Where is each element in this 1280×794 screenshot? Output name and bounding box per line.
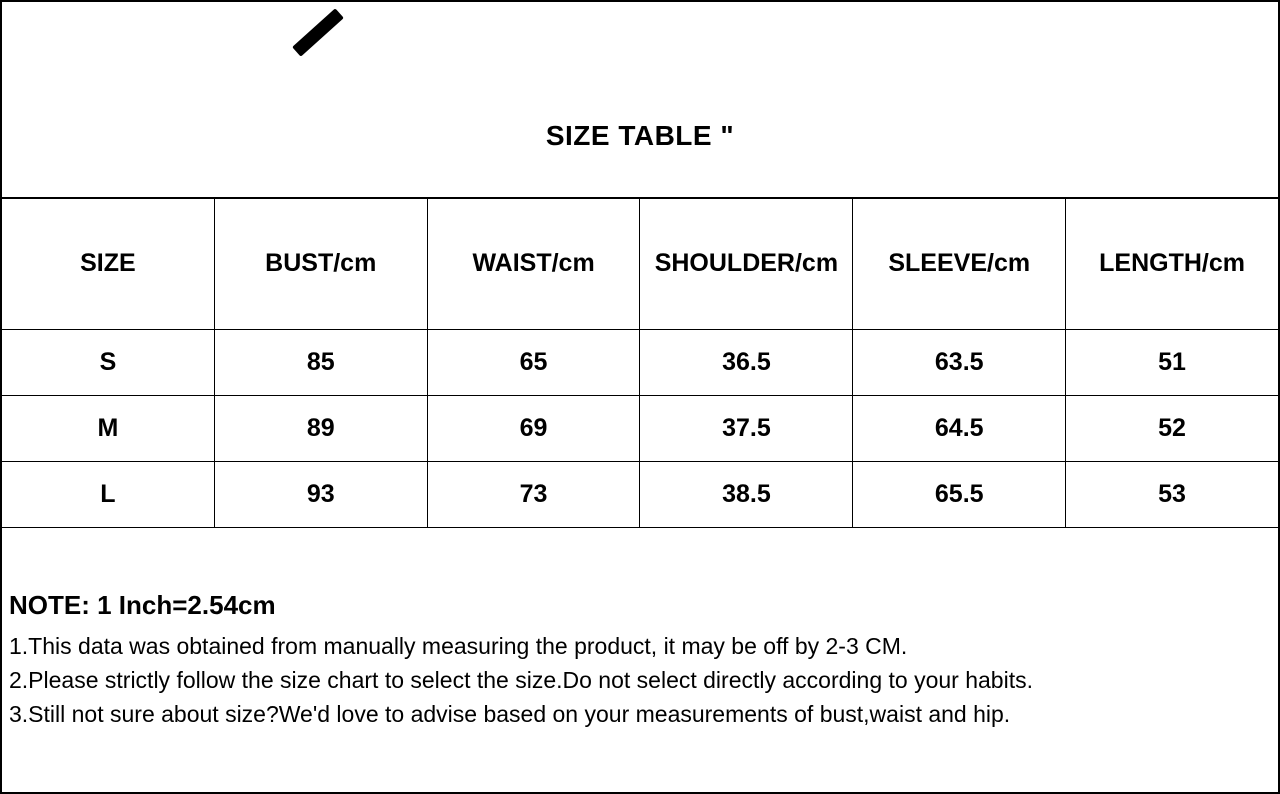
size-table [1,197,1279,528]
cell-size: S [2,329,215,395]
column-header-waist: WAIST/cm [427,198,640,329]
cell-length: 52 [1066,395,1279,461]
note-line-2: 2.Please strictly follow the size chart to select the size.Do not select directly according to your habits. [9,667,1033,693]
cell-waist: 73 [427,461,640,527]
cell-bust: 89 [214,395,427,461]
cell-size: M [2,395,215,461]
page-title: SIZE TABLE " [545,120,735,151]
notes-section [9,590,1275,731]
column-header-bust: BUST/cm [214,198,427,329]
cell-length: 51 [1066,329,1279,395]
cell-length: 53 [1066,461,1279,527]
diagonal-slash-mark [292,8,344,56]
cell-bust: 85 [214,329,427,395]
column-header-length: LENGTH/cm [1066,198,1279,329]
table-row-m [2,395,1279,461]
size-table-body [2,329,1279,527]
size-table-header [2,198,1279,329]
cell-size: L [2,461,215,527]
note-line-3: 3.Still not sure about size?We'd love to advise based on your measurements of bust,waist and hip. [9,701,1011,727]
cell-shoulder: 37.5 [640,395,853,461]
cell-shoulder: 38.5 [640,461,853,527]
table-row-s [2,329,1279,395]
cell-waist: 69 [427,395,640,461]
cell-sleeve: 64.5 [853,395,1066,461]
table-row-l [2,461,1279,527]
note-line-1: 1.This data was obtained from manually measuring the product, it may be off by 2-3 CM. [9,633,908,659]
cell-sleeve: 65.5 [853,461,1066,527]
cell-waist: 65 [427,329,640,395]
cell-sleeve: 63.5 [853,329,1066,395]
header-row [2,198,1279,329]
notes-heading: NOTE: 1 Inch=2.54cm [9,590,276,620]
column-header-size: SIZE [2,198,215,329]
column-header-sleeve: SLEEVE/cm [853,198,1066,329]
cell-bust: 93 [214,461,427,527]
cell-shoulder: 36.5 [640,329,853,395]
column-header-shoulder: SHOULDER/cm [640,198,853,329]
